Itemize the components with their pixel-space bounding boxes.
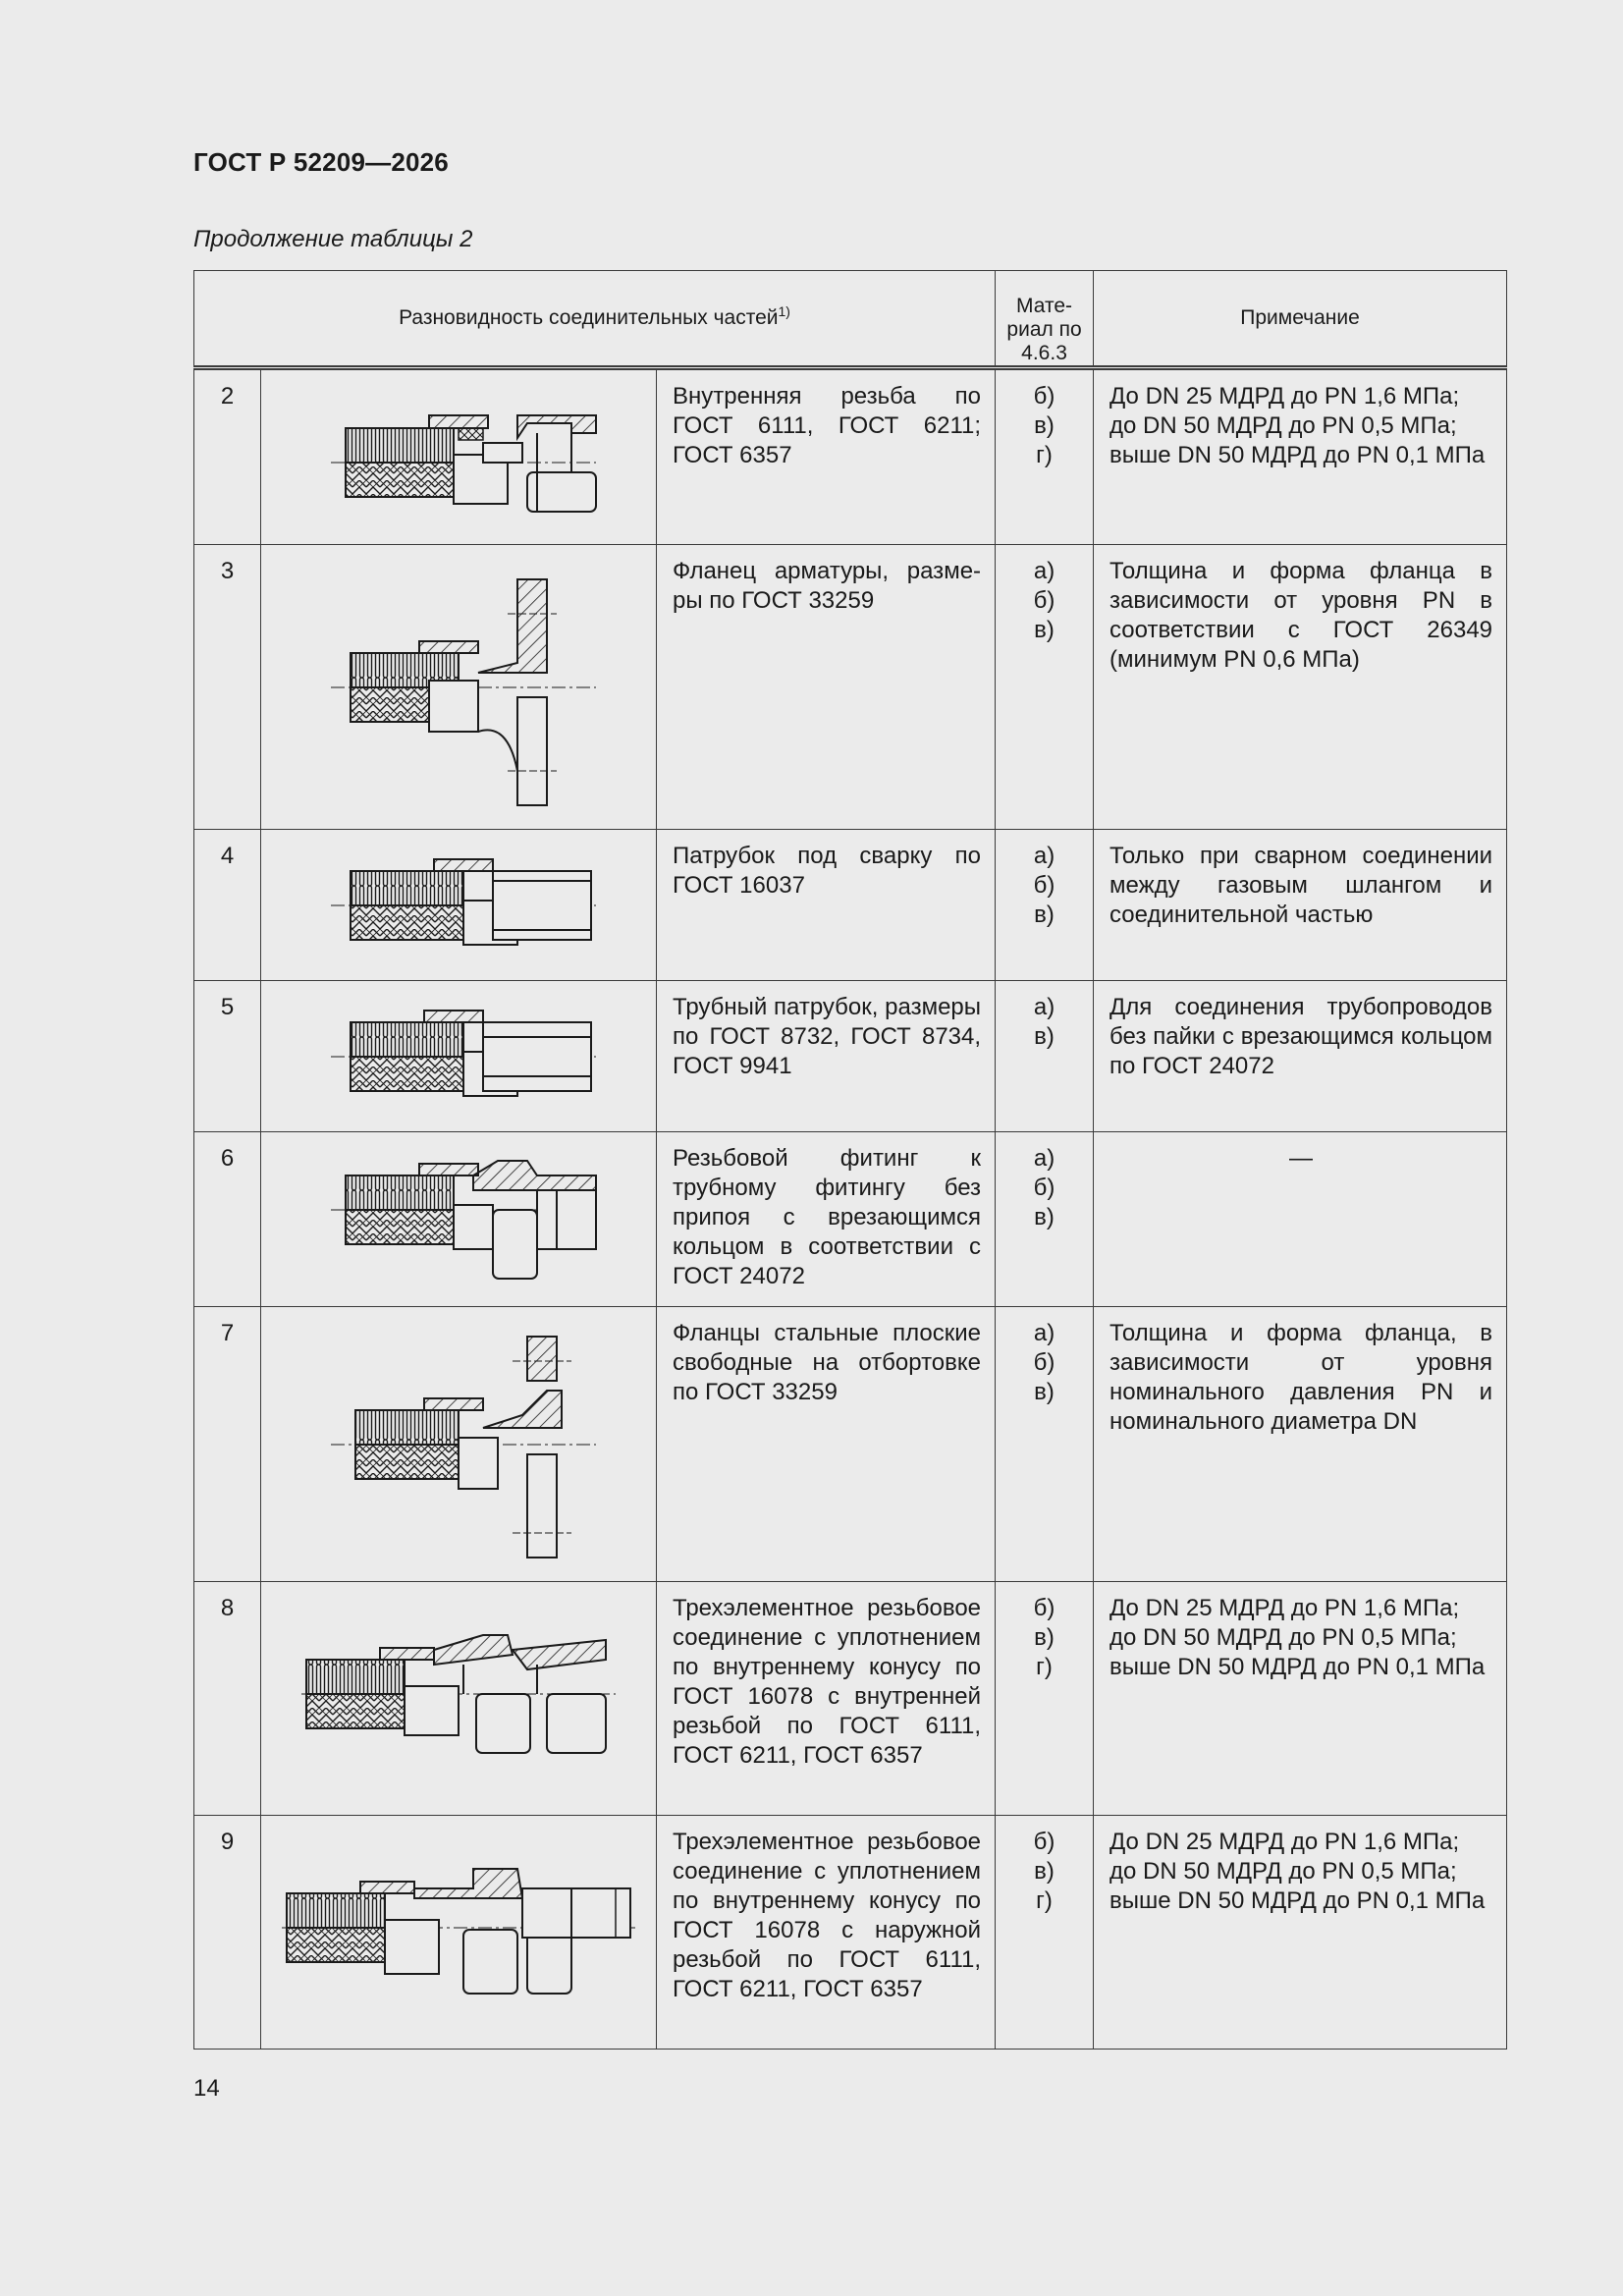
table-row [194, 1307, 1507, 1582]
note-line: выше DN 50 МДРД до PN 0,1 МПа [1109, 1887, 1486, 1914]
table-caption: Продолжение таблицы 2 [193, 226, 473, 252]
material-item: а) [1033, 843, 1055, 869]
material-item: г) [1036, 1887, 1053, 1914]
material-item: г) [1036, 1654, 1053, 1680]
header-note-label: Примечание [1240, 306, 1360, 329]
row-note: Толщина и форма фланца, в зависимости от уровня номинального давления PN и номинального диаметра DN [1094, 1307, 1507, 1582]
row-note: — [1094, 1132, 1507, 1307]
row-number: 9 [194, 1816, 261, 2050]
table-row [194, 981, 1507, 1132]
valve-flange-fitting-icon [261, 545, 657, 830]
material-item: г) [1036, 442, 1053, 468]
weld-nipple-fitting-icon [261, 830, 657, 981]
note-line: до DN 50 МДРД до PN 0,5 МПа; [1109, 412, 1457, 439]
row-note [1094, 368, 1507, 545]
table-row [194, 1816, 1507, 2050]
row-materials [996, 981, 1094, 1132]
row-description: Трубный патрубок, размеры по ГОСТ 8732, ГОСТ 8734, ГОСТ 9941 [657, 981, 996, 1132]
note-line: до DN 50 МДРД до PN 0,5 МПа; [1109, 1624, 1457, 1651]
row-description: Трехэлементное резьбовое соединение с уплотнением по внутреннему конусу по ГОСТ 16078 с внутренней резьбой по ГОСТ 6111, ГОСТ 6211, ГОСТ 6357 [657, 1582, 996, 1816]
material-item: в) [1034, 617, 1055, 643]
header-material [996, 271, 1094, 368]
table-row [194, 368, 1507, 545]
three-piece-internal-cone-fitting-icon [261, 1582, 657, 1816]
row-note [1094, 1582, 1507, 1816]
row-materials [996, 1132, 1094, 1307]
note-line: выше DN 50 МДРД до PN 0,1 МПа [1109, 442, 1486, 468]
material-item: в) [1034, 1204, 1055, 1230]
note-line: До DN 25 МДРД до PN 1,6 МПа; [1109, 383, 1460, 410]
header-variety [194, 271, 996, 368]
row-number: 8 [194, 1582, 261, 1816]
material-item: в) [1034, 1858, 1055, 1885]
row-number: 4 [194, 830, 261, 981]
material-item: б) [1033, 1175, 1055, 1201]
row-note: Для соединения трубопроводов без пайки с врезающимся кольцом по ГОСТ 24072 [1094, 981, 1507, 1132]
row-number: 2 [194, 368, 261, 545]
three-piece-external-thread-fitting-icon [261, 1816, 657, 2050]
note-line: До DN 25 МДРД до PN 1,6 МПа; [1109, 1829, 1460, 1855]
header-variety-footnote: 1) [778, 303, 790, 319]
material-item: а) [1033, 1145, 1055, 1172]
material-item: в) [1034, 1023, 1055, 1050]
note-line: до DN 50 МДРД до PN 0,5 МПа; [1109, 1858, 1457, 1885]
material-item: б) [1033, 587, 1055, 614]
table-row [194, 830, 1507, 981]
table-row [194, 1582, 1507, 1816]
row-materials [996, 1582, 1094, 1816]
row-number: 7 [194, 1307, 261, 1582]
header-material-label: Мате- риал по 4.6.3 [1006, 295, 1082, 364]
lap-joint-flange-fitting-icon [261, 1307, 657, 1582]
material-item: в) [1034, 902, 1055, 928]
material-item: б) [1033, 1595, 1055, 1621]
row-description: Трехэлементное резьбовое соединение с уплотнением по внутреннему конусу по ГОСТ 16078 с наружной резьбой по ГОСТ 6111, ГОСТ 6211, ГОСТ 6357 [657, 1816, 996, 2050]
material-item: а) [1033, 558, 1055, 584]
row-description: Фланец арматуры, разме-ры по ГОСТ 33259 [657, 545, 996, 830]
row-number: 5 [194, 981, 261, 1132]
table-header-row [194, 271, 1507, 368]
row-description: Внутренняя резьба по ГОСТ 6111, ГОСТ 6211; ГОСТ 6357 [657, 368, 996, 545]
row-note [1094, 1816, 1507, 2050]
row-description: Резьбовой фитинг к трубному фитингу без припоя с врезающимся кольцом в соответствии с ГОСТ 24072 [657, 1132, 996, 1307]
row-number: 6 [194, 1132, 261, 1307]
row-materials [996, 1816, 1094, 2050]
note-line: До DN 25 МДРД до PN 1,6 МПа; [1109, 1595, 1460, 1621]
material-item: в) [1034, 1379, 1055, 1405]
material-item: а) [1033, 994, 1055, 1020]
row-materials [996, 545, 1094, 830]
row-materials [996, 368, 1094, 545]
row-description: Патрубок под сварку по ГОСТ 16037 [657, 830, 996, 981]
row-materials [996, 830, 1094, 981]
material-item: б) [1033, 383, 1055, 410]
row-note: Толщина и форма фланца в зависимости от уровня PN в соответствии с ГОСТ 26349 (минимум PN 0,6 МПа) [1094, 545, 1507, 830]
material-item: в) [1034, 1624, 1055, 1651]
material-item: б) [1033, 1349, 1055, 1376]
table-row [194, 545, 1507, 830]
material-item: в) [1034, 412, 1055, 439]
page-number: 14 [193, 2075, 220, 2102]
material-item: а) [1033, 1320, 1055, 1346]
internal-thread-fitting-icon [261, 368, 657, 545]
document-title: ГОСТ Р 52209—2026 [193, 147, 449, 177]
fittings-table [193, 270, 1507, 2050]
row-description: Фланцы стальные плоские свободные на отбортовке по ГОСТ 33259 [657, 1307, 996, 1582]
header-note [1094, 271, 1507, 368]
threaded-pipe-fitting-icon [261, 1132, 657, 1307]
material-item: б) [1033, 1829, 1055, 1855]
pipe-nipple-fitting-icon [261, 981, 657, 1132]
row-note: Только при сварном соединении между газовым шлангом и соединительной частью [1094, 830, 1507, 981]
material-item: б) [1033, 872, 1055, 899]
row-number: 3 [194, 545, 261, 830]
table-row [194, 1132, 1507, 1307]
row-materials [996, 1307, 1094, 1582]
note-line: выше DN 50 МДРД до PN 0,1 МПа [1109, 1654, 1486, 1680]
header-variety-label: Разновидность соединительных частей [399, 306, 779, 329]
